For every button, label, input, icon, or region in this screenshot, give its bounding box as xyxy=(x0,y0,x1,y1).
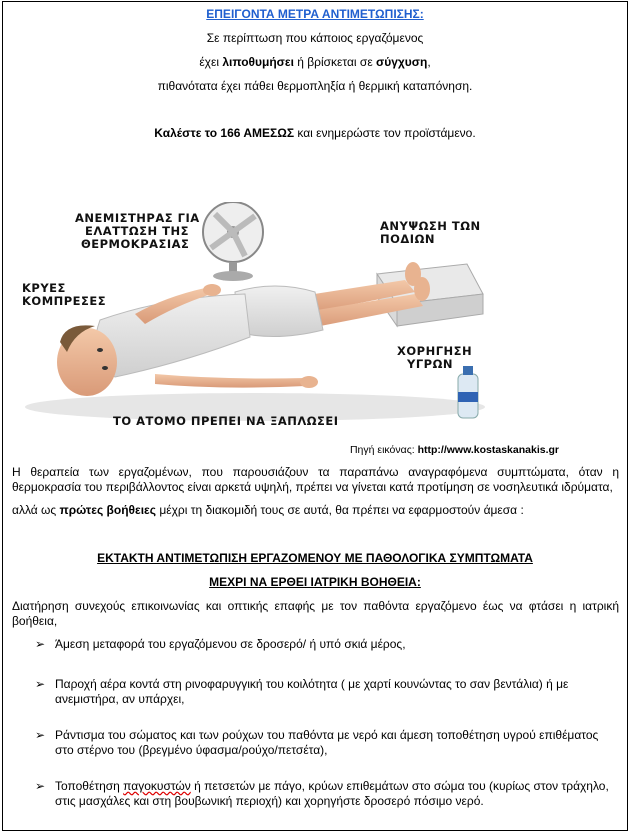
first-aid-paragraph xyxy=(12,503,619,518)
hand-top xyxy=(203,284,221,296)
lower-arm xyxy=(155,374,305,388)
arrow-bullet-icon: ➢ xyxy=(35,637,46,651)
para-text: μέχρι τη διακομιδή τους σε αυτά, θα πρέπει να εφαρμοστούν άμεσα : xyxy=(156,503,524,517)
image-source xyxy=(350,444,559,456)
intro-line-3: πιθανότατα έχει πάθει θερμοπληξία ή θερμική καταπόνηση. xyxy=(157,79,473,93)
section-heading-1: ΕΚΤΑΚΤΗ ΑΝΤΙΜΕΤΩΠΙΣΗ ΕΡΓΑΖΟΜΕΝΟΥ ΜΕ ΠΑΘΟΛΟΓΙΚΑ ΣΥΜΠΤΩΜΑΤΑ xyxy=(97,551,533,565)
intro-line-1: Σε περίπτωση που κάποιος εργαζόμενος xyxy=(206,31,424,45)
label-fan-2: ΕΛΑΤΤΩΣΗ ΤΗΣ xyxy=(85,224,189,238)
communication-paragraph: Διατήρηση συνεχούς επικοινωνίας και οπτικής επαφής με τον παθόντα εργαζόμενο έως να φτάσει η ιατρική βοήθεια, xyxy=(12,599,619,628)
document-page xyxy=(2,1,628,831)
call-166-line xyxy=(3,126,627,140)
label-fan-1: ΑΝΕΜΙΣΤΗΡΑΣ ΓΙΑ xyxy=(75,211,200,225)
intro-bold-confusion: σύγχυση xyxy=(376,55,428,69)
intro-line-2 xyxy=(3,55,627,69)
intro-bold-faint: λιποθυμήσει xyxy=(222,55,294,69)
intro-text: έχει xyxy=(199,55,223,69)
call-text: και ενημερώστε τον προϊστάμενο. xyxy=(294,126,476,140)
list-item-text: Παροχή αέρα κοντά στη ρινοφαρυγγική του κοιλότητα ( με χαρτί κουνώντας το σαν βεντάλια) ή με ανεμιστήρα, αν υπάρχει, xyxy=(55,677,569,706)
section-heading-2: ΜΕΧΡΙ ΝΑ ΕΡΘΕΙ ΙΑΤΡΙΚΗ ΒΟΗΘΕΙΑ: xyxy=(209,575,421,589)
source-label: Πηγή εικόνας: xyxy=(349,444,418,456)
label-fluids-2: ΥΓΡΩΝ xyxy=(407,357,453,371)
label-legs-1: ΑΝΥΨΩΣΗ ΤΩΝ xyxy=(380,219,481,233)
label-legs-2: ΠΟΔΙΩΝ xyxy=(380,232,435,246)
label-fluids-1: ΧΟΡΗΓΗΣΗ xyxy=(397,344,473,358)
water-bottle-icon xyxy=(458,366,478,418)
emergency-title: ΕΠΕΙΓΟΝΤΑ ΜΕΤΡΑ ΑΝΤΙΜΕΤΩΠΙΣΗΣ: xyxy=(206,7,424,21)
list-item-text xyxy=(55,779,617,809)
para-text: αλλά ως xyxy=(12,503,60,517)
list-text: Τοποθέτηση xyxy=(55,779,124,793)
arrow-bullet-icon: ➢ xyxy=(35,728,46,742)
label-lie-down: ΤΟ ΑΤΟΜΟ ΠΡΕΠΕΙ ΝΑ ΞΑΠΛΩΣΕΙ xyxy=(113,414,339,428)
list-item xyxy=(35,677,617,707)
first-aid-bold: πρώτες βοήθειες xyxy=(59,503,156,517)
label-fan-3: ΘΕΡΜΟΚΡΑΣΙΑΣ xyxy=(81,237,190,251)
intro-text: ή βρίσκεται σε xyxy=(293,55,376,69)
source-url: http://www.kostaskanakis.gr xyxy=(417,444,559,456)
list-item-text: Άμεση μεταφορά του εργαζόμενου σε δροσερό/ ή υπό σκιά μέρος, xyxy=(55,637,406,651)
list-text: ή πετσετών με πάγο, κρύων επιθεμάτων στο σώμα του (κυρίως στον τράχηλο, στις μασχάλες και στη βουβωνική περιοχή) και χορηγήστε δροσερό πόσιμο νερό. xyxy=(55,779,609,808)
list-item xyxy=(35,779,617,809)
label-compress-2: ΚΟΜΠΡΕΣΕΣ xyxy=(22,294,107,308)
list-item xyxy=(35,728,617,758)
first-aid-illustration xyxy=(5,202,525,442)
intro-text: , xyxy=(427,55,431,69)
hand-bottom xyxy=(300,376,318,388)
list-item xyxy=(35,637,617,652)
label-compress-1: ΚΡΥΕΣ xyxy=(22,281,66,295)
list-item-text: Ράντισμα του σώματος και των ρούχων του παθόντα με νερό και άμεση τοποθέτηση υγρού επιθέματος στο στέρνο του (βρεγμένο ύφασμα/ρούχο/πετσέτα), xyxy=(55,728,599,757)
arrow-bullet-icon: ➢ xyxy=(35,779,46,793)
call-166-bold: Καλέστε το 166 ΑΜΕΣΩΣ xyxy=(154,126,295,140)
fan-icon xyxy=(203,202,263,281)
misspelled-word: παγοκυστών xyxy=(123,779,191,793)
treatment-paragraph: Η θεραπεία των εργαζομένων, που παρουσιάζουν τα παραπάνω αναγραφόμενα συμπτώματα, όταν η θερμοκρασία του περιβάλλοντος είναι αρκετά υψηλή, πρέπει να γίνεται κατά προτίμηση σε νοσηλευτικά ιδρύματα, xyxy=(12,465,619,494)
arrow-bullet-icon: ➢ xyxy=(35,677,46,691)
